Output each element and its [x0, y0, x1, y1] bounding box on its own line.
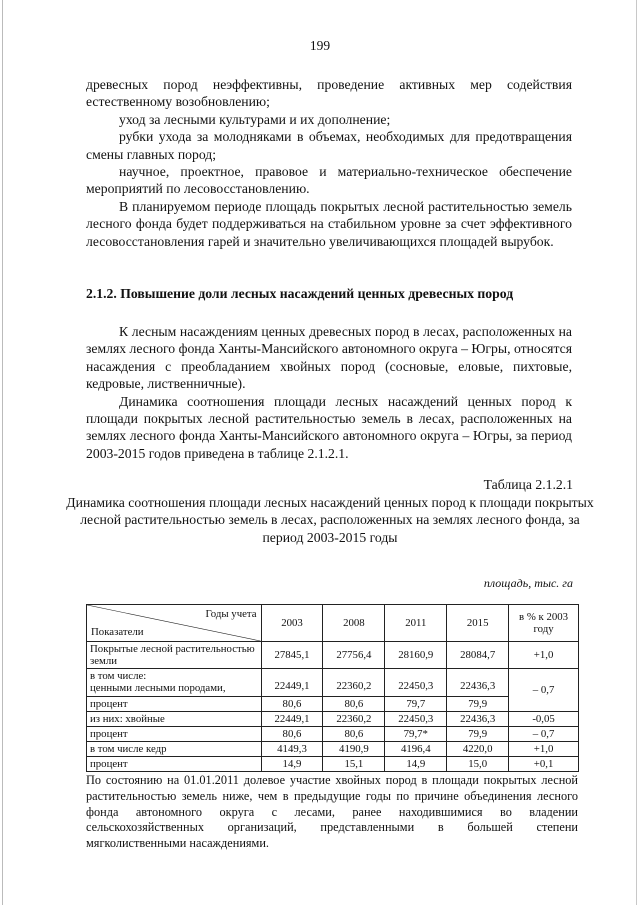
paragraph: древесных пород неэффективны, проведение активных мер содействия естественному возобновлению;: [86, 77, 572, 110]
table-units: площадь, тыс. га: [483, 576, 573, 590]
row-label: Покрытые лесной растительностью земли: [87, 642, 262, 669]
paragraph: научное, проектное, правовое и материально-техническое обеспечение мероприятий по лесовосстановлению.: [86, 164, 572, 197]
table-cell: 22360,2: [323, 712, 385, 727]
row-label: [87, 669, 262, 712]
table-cell: 22450,3: [385, 712, 447, 727]
row-label-line: процент: [87, 696, 261, 710]
intro-text: [86, 76, 572, 250]
table-cell: 80,6: [323, 727, 385, 742]
pct-header: в % к 2003 году: [509, 605, 579, 642]
table-cell: 4149,3: [261, 742, 323, 757]
paragraph: уход за лесными культурами и их дополнение;: [119, 111, 391, 127]
table-cell: 22436,3: [447, 712, 509, 727]
year-header: 2003: [261, 605, 323, 642]
indicators-header: Показатели: [91, 626, 144, 638]
page-number: 199: [309, 38, 331, 53]
cell-percent: 79,9: [447, 696, 508, 711]
years-header: Годы учета: [205, 608, 257, 620]
table-cell: [323, 669, 385, 712]
table-label: Таблица 2.1.2.1: [483, 477, 573, 492]
row-label-line: ценными лесными породами,: [90, 682, 226, 694]
table-header-row: [87, 605, 579, 642]
cell-value: 22450,3: [398, 679, 434, 692]
footnote: По состоянию на 01.01.2011 долевое участие хвойных пород в площади покрытых лесной растительностью земель ниже, чем в предыдущие годы по причине объединения лесного фонда автономного округа с лесами, ранее находившимися во владении сельскохозяйственных организаций, представленными в большей степени мягколиственными насаждениями.: [86, 773, 578, 851]
scan-edge-left: [2, 0, 3, 905]
table-cell: 4190,9: [323, 742, 385, 757]
table-row: [87, 642, 579, 669]
table-cell: -0,05: [509, 712, 579, 727]
table-cell: +1,0: [509, 742, 579, 757]
table-cell: – 0,7: [509, 669, 579, 712]
table-cell: 4196,4: [385, 742, 447, 757]
table-cell: – 0,7: [509, 727, 579, 742]
table-cell: 14,9: [385, 757, 447, 772]
cell-value: 22449,1: [274, 679, 310, 692]
table-cell: 15,1: [323, 757, 385, 772]
row-label: в том числе кедр: [87, 742, 262, 757]
cell-value: 22360,2: [336, 679, 372, 692]
table-row: [87, 727, 579, 742]
year-header: 2011: [385, 605, 447, 642]
table-cell: 14,9: [261, 757, 323, 772]
table-cell: [261, 669, 323, 712]
cell-value: 22436,3: [460, 679, 496, 692]
table-cell: 22449,1: [261, 712, 323, 727]
table-cell: [385, 669, 447, 712]
row-label-line: в том числе:: [90, 670, 147, 682]
table-cell: 80,6: [261, 727, 323, 742]
section-heading: 2.1.2. Повышение доли лесных насаждений ценных древесных пород: [86, 286, 514, 301]
table-cell: 4220,0: [447, 742, 509, 757]
cell-percent: 80,6: [323, 696, 384, 711]
table-cell: 27756,4: [323, 642, 385, 669]
table-row: [87, 757, 579, 772]
table-title: Динамика соотношения площади лесных насаждений ценных пород к площади покрытых лесной растительностью земель в лесах, расположенных на землях лесного фонда, за период 2003-2015 годы: [66, 495, 594, 545]
table-cell: 79,7*: [385, 727, 447, 742]
row-label: процент: [87, 727, 262, 742]
table-cell: 28084,7: [447, 642, 509, 669]
table-cell: 27845,1: [261, 642, 323, 669]
year-header: 2015: [447, 605, 509, 642]
scan-edge-right: [636, 0, 637, 905]
table-cell: 15,0: [447, 757, 509, 772]
table-row: [87, 742, 579, 757]
section-text: [86, 323, 572, 462]
row-label: процент: [87, 757, 262, 772]
table-row: [87, 712, 579, 727]
paragraph: К лесным насаждениям ценных древесных пород в лесах, расположенных на землях лесного фонда Ханты-Мансийского автономного округа – Югры, относятся насаждения с преобладанием хвойных пород (сосновые, еловые, пихтовые, кедровые, лиственничные).: [86, 324, 572, 392]
table-row: [87, 669, 579, 712]
paragraph: рубки ухода за молодняками в объемах, необходимых для предотвращения смены главных пород;: [86, 129, 572, 162]
paragraph: В планируемом периоде площадь покрытых лесной растительностью земель лесного фонда будет поддерживаться на стабильном уровне за счет эффективного лесовосстановления гарей и значительно увеличивающихся площадей вырубок.: [86, 198, 572, 249]
table-cell: 79,9: [447, 727, 509, 742]
cell-percent: 80,6: [262, 696, 323, 711]
table-cell: +0,1: [509, 757, 579, 772]
year-header: 2008: [323, 605, 385, 642]
table-cell: 28160,9: [385, 642, 447, 669]
cell-percent: 79,7: [385, 696, 446, 711]
table-cell: +1,0: [509, 642, 579, 669]
paragraph: Динамика соотношения площади лесных насаждений ценных пород к площади покрытых лесной растительностью земель в лесах, расположенных на землях лесного фонда Ханты-Мансийского автономного округа – Югры, за период 2003-2015 годов приведена в таблице 2.1.2.1.: [86, 393, 572, 461]
header-diagonal-cell: [87, 605, 262, 642]
data-table: [86, 604, 579, 772]
row-label: из них: хвойные: [87, 712, 262, 727]
table-cell: [447, 669, 509, 712]
